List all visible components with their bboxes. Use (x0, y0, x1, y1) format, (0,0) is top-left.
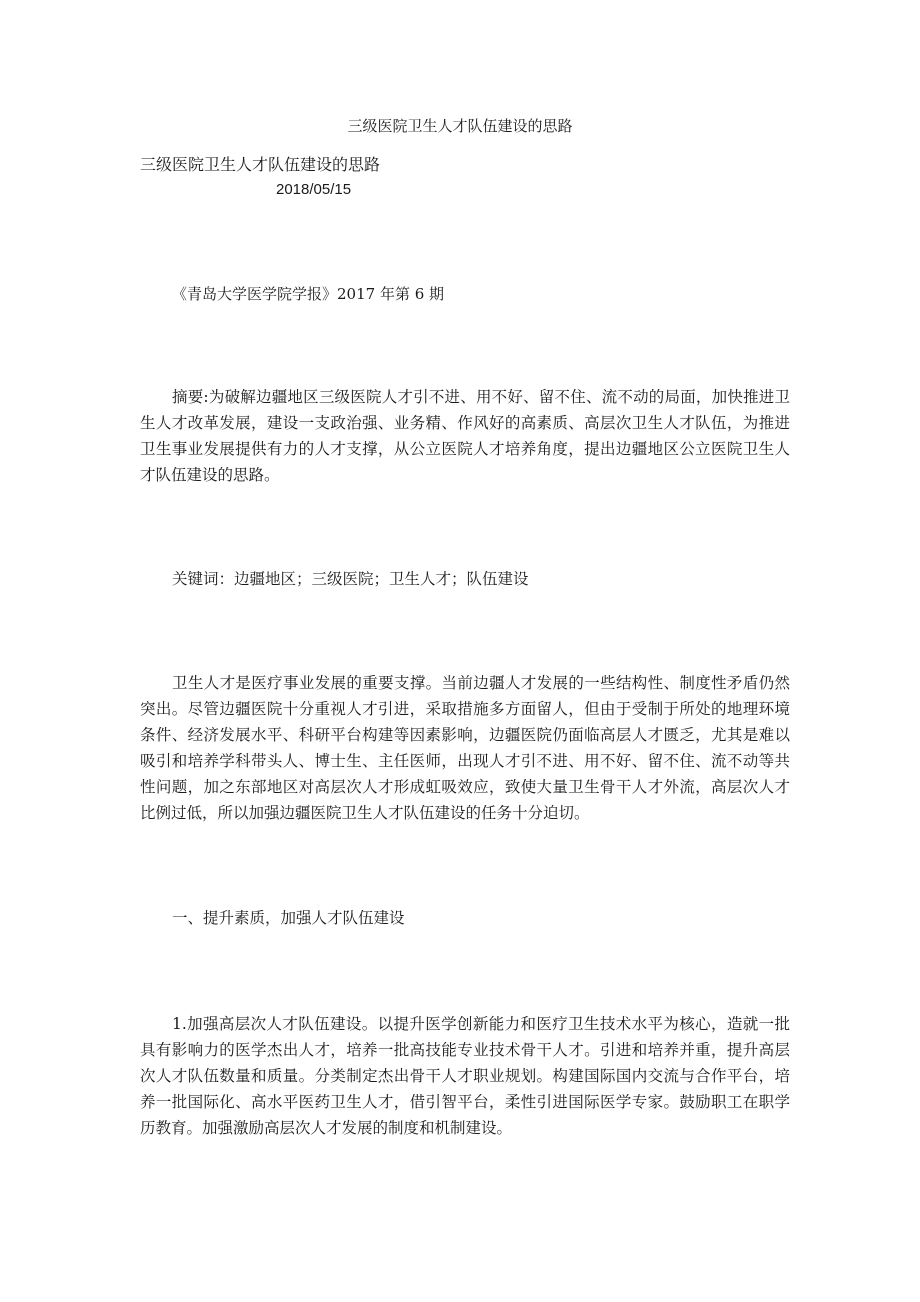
header-title: 三级医院卫生人才队伍建设的思路 (347, 117, 573, 135)
publish-date: 2018/05/15 (276, 181, 352, 198)
intro-paragraph: 卫生人才是医疗事业发展的重要支撑。当前边疆人才发展的一些结构性、制度性矛盾仍然突出。尽管边疆医院十分重视人才引进，采取措施多方面留人，但由于受制于所处的地理环境条件、经济发展水平、科研平台构建等因素影响，边疆医院仍面临高层人才匮乏，尤其是难以吸引和培养学科带头人、博士生、主任医师，出现人才引不进、用不好、留不住、流不动等共性问题，加之东部地区对高层次人才形成虹吸效应，致使大量卫生骨干人才外流，高层次人才比例过低，所以加强边疆医院卫生人才队伍建设的任务十分迫切。 (140, 674, 790, 822)
document-title: 三级医院卫生人才队伍建设的思路 (140, 155, 381, 174)
section-heading: 一、提升素质，加强人才队伍建设 (172, 909, 405, 927)
abstract-paragraph: 摘要:为破解边疆地区三级医院人才引不进、用不好、留不住、流不动的局面，加快推进卫生人才改革发展，建设一支政治强、业务精、作风好的高素质、高层次卫生人才队伍，为推进卫生事业发展提供有力的人才支撑，从公立医院人才培养角度，提出边疆地区公立医院卫生人才队伍建设的思路。 (140, 388, 790, 484)
keywords-paragraph: 关键词：边疆地区；三级医院；卫生人才；队伍建设 (172, 570, 529, 588)
section-item-paragraph: 1.加强高层次人才队伍建设。以提升医学创新能力和医疗卫生技术水平为核心，造就一批具有影响力的医学杰出人才，培养一批高技能专业技术骨干人才。引进和培养并重，提升高层次人才队伍数量和质量。分类制定杰出骨干人才职业规划。构建国际国内交流与合作平台，培养一批国际化、高水平医药卫生人才，借引智平台，柔性引进国际医学专家。鼓励职工在职学历教育。加强激励高层次人才发展的制度和机制建设。 (140, 1015, 790, 1137)
journal-source: 《青岛大学医学院学报》2017 年第 6 期 (172, 285, 445, 303)
